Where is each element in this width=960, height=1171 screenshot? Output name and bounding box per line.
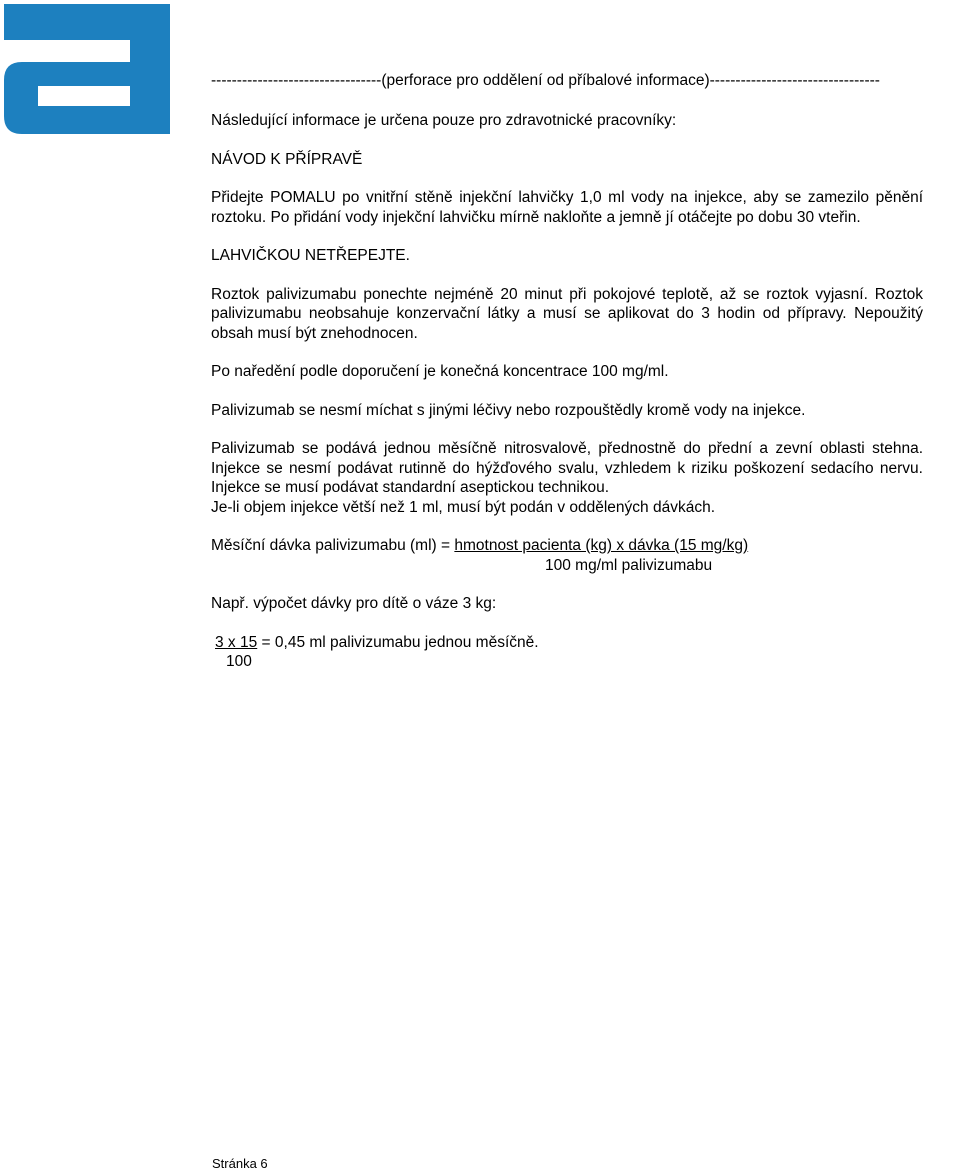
dose-formula xyxy=(211,536,923,575)
example-numerator: 3 x 15 xyxy=(215,633,258,651)
example-calculation xyxy=(211,633,923,672)
instruction-paragraph-2: Roztok palivizumabu ponechte nejméně 20 minut při pokojové teplotě, až se roztok vyjasní. Roztok palivizumabu neobsahuje konzervační látky a musí se aplikovat do 3 hodin od přípravy. Nepoužitý obsah musí být znehodnocen. xyxy=(211,285,923,342)
formula-denominator: 100 mg/ml palivizumabu xyxy=(545,556,713,574)
volume-text: Je-li objem injekce větší než 1 ml, musí být podán v oddělených dávkách. xyxy=(211,498,716,516)
example-denominator: 100 xyxy=(226,653,252,670)
mixing-text: Palivizumab se nesmí míchat s jinými léčivy nebo rozpouštědly kromě vody na injekce. xyxy=(211,401,806,419)
abbott-logo-icon xyxy=(0,0,175,140)
instruction-paragraph-1: Přidejte POMALU po vnitřní stěně injekční lahvičky 1,0 ml vody na injekce, aby se zamezilo pěnění roztoku. Po přidání vody injekční lahvičku mírně nakloňte a jemně jí otáčejte po dobu 30 vteřin. xyxy=(211,189,923,226)
administration-paragraph: Palivizumab se podává jednou měsíčně nitrosvalově, přednostně do přední a zevní oblasti stehna. Injekce se nesmí podávat rutinně do hýžďového svalu, vzhledem k riziku poškození sedacího nervu. Injekce se musí podávat standardní aseptickou technikou. xyxy=(211,440,923,496)
intro-text: Následující informace je určena pouze pro zdravotnické pracovníky: xyxy=(211,112,677,129)
concentration-text: Po naředění podle doporučení je konečná koncentrace 100 mg/ml. xyxy=(211,363,669,380)
document-body xyxy=(211,72,923,672)
page-number: Stránka 6 xyxy=(212,1156,268,1171)
formula-numerator: hmotnost pacienta (kg) x dávka (15 mg/kg) xyxy=(454,537,749,554)
formula-left: Měsíční dávka palivizumabu (ml) = xyxy=(211,537,455,554)
example-result: = 0,45 ml palivizumabu jednou měsíčně. xyxy=(257,633,539,651)
perforation-line: ---------------------------------(perforace pro oddělení od příbalové informace)--------------------------------- xyxy=(211,72,880,89)
example-label: Např. výpočet dávky pro dítě o váze 3 kg: xyxy=(211,595,497,612)
section-heading: NÁVOD K PŘÍPRAVĚ xyxy=(211,150,363,168)
warning-text: LAHVIČKOU NETŘEPEJTE. xyxy=(211,247,410,264)
